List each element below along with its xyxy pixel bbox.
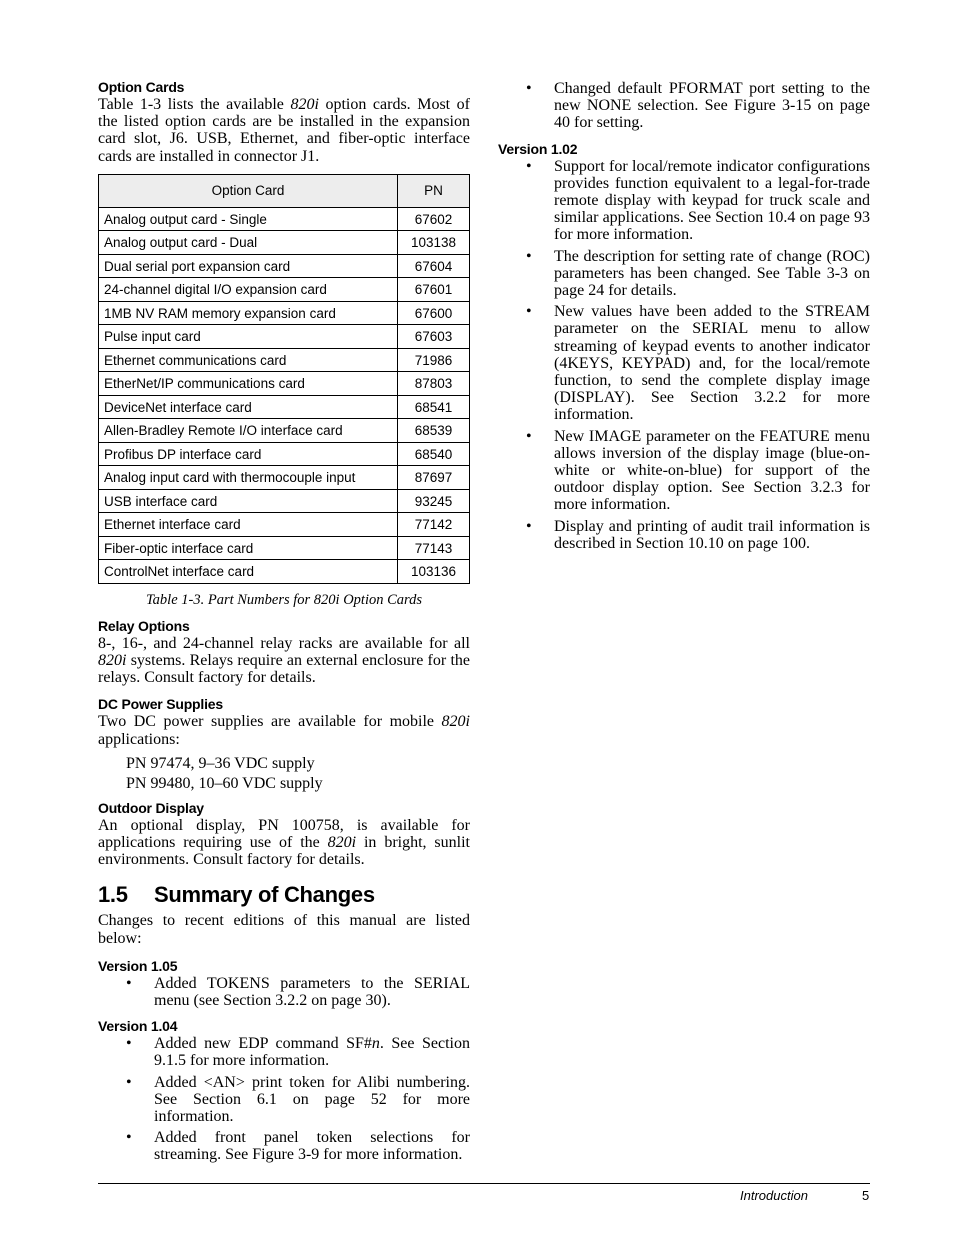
table-row xyxy=(99,536,470,560)
cell-card: Ethernet communications card xyxy=(99,348,398,372)
table-row xyxy=(99,278,470,302)
list-item: • Support for local/remote indicator configurations provides function equivalent to a legal-for-trade remote display with keypad for truck scale and similar applications. See Section 10.4 on page 93 for more information. xyxy=(526,157,870,244)
table-row xyxy=(99,466,470,490)
bullet-icon: • xyxy=(126,974,132,992)
summary-intro: Changes to recent editions of this manual are listed below: xyxy=(98,912,470,947)
table-caption: Table 1-3. Part Numbers for 820i Option Cards xyxy=(145,591,423,608)
table-row xyxy=(99,231,470,255)
cell-pn: 87803 xyxy=(398,372,470,396)
version-102-list xyxy=(498,158,870,552)
bullet-icon: • xyxy=(126,1035,132,1053)
cell-card: Analog input card with thermocouple input xyxy=(99,466,398,490)
cell-pn: 77143 xyxy=(398,536,470,560)
section-number: 1.5 xyxy=(98,882,128,908)
cell-card: Pulse input card xyxy=(99,325,398,349)
cell-card: USB interface card xyxy=(99,489,398,513)
list-item: • Display and printing of audit trail information is described in Section 10.10 on page 100. xyxy=(526,517,870,552)
cell-pn: 67602 xyxy=(398,207,470,231)
column-header-option-card: Option Card xyxy=(99,174,398,207)
version-104-heading: Version 1.04 xyxy=(98,1018,178,1035)
cell-card: Fiber-optic interface card xyxy=(99,536,398,560)
cell-pn: 68540 xyxy=(398,442,470,466)
bullet-icon: • xyxy=(526,157,532,175)
table-row xyxy=(99,301,470,325)
cell-card: Ethernet interface card xyxy=(99,513,398,537)
table-row xyxy=(99,325,470,349)
list-item: • Added new EDP command SF#n. See Section 9.1.5 for more information. xyxy=(126,1035,471,1070)
outdoor-display-heading: Outdoor Display xyxy=(98,799,204,816)
bullet-icon: • xyxy=(526,247,532,265)
table-row xyxy=(99,419,470,443)
list-item: • New IMAGE parameter on the FEATURE menu allows inversion of the display image (blue-on-white or white-on-blue) for support of the outdoor display option. See Section 3.2.3 for more information. xyxy=(526,427,870,514)
bullet-icon: • xyxy=(126,1073,132,1091)
outdoor-display-text: An optional display, PN 100758, is available for applications requiring use of the 820i in bright, sunlit environments. Consult factory for details. xyxy=(98,816,470,869)
relay-options-text: 8-, 16-, and 24-channel relay racks are available for all 820i systems. Relays require an external enclosure for the relays. Consult factory for details. xyxy=(98,634,470,687)
cell-card: Allen-Bradley Remote I/O interface card xyxy=(99,419,398,443)
list-item: • Added TOKENS parameters to the SERIAL menu (see Section 3.2.2 on page 30). xyxy=(126,974,470,1010)
dc-power-text: Two DC power supplies are available for mobile 820i applications: xyxy=(98,713,470,748)
bullet-icon: • xyxy=(526,517,532,535)
cell-pn: 77142 xyxy=(398,513,470,537)
relay-options-heading: Relay Options xyxy=(98,617,190,634)
cell-pn: 67601 xyxy=(398,278,470,302)
table-row xyxy=(99,348,470,372)
cell-pn: 103136 xyxy=(398,560,470,584)
cell-card: 1MB NV RAM memory expansion card xyxy=(99,301,398,325)
cell-card: EtherNet/IP communications card xyxy=(99,372,398,396)
dc-power-heading: DC Power Supplies xyxy=(98,696,223,713)
footer-divider xyxy=(98,1183,870,1184)
table-row xyxy=(99,489,470,513)
table-row xyxy=(99,207,470,231)
cell-pn: 87697 xyxy=(398,466,470,490)
table-row xyxy=(99,442,470,466)
list-item: • New values have been added to the STREAM parameter on the SERIAL menu to allow streaming of keypad events to another indicator (4KEYS, KEYPAD) and, for the local/remote function, to send the complete display image (DISPLAY). See Section 3.2.2 for more information. xyxy=(526,303,870,424)
left-column xyxy=(98,78,470,1168)
bullet-icon: • xyxy=(526,427,532,445)
list-item: • Changed default PFORMAT port setting to the new NONE selection. See Figure 3-15 on page 40 for setting. xyxy=(526,80,870,132)
bullet-icon: • xyxy=(526,80,532,97)
version-105-heading: Version 1.05 xyxy=(98,957,178,974)
cell-card: 24-channel digital I/O expansion card xyxy=(99,278,398,302)
table-header-row xyxy=(99,174,470,207)
section-heading xyxy=(98,882,470,908)
column-header-pn: PN xyxy=(398,174,470,207)
list-item: • The description for setting rate of change (ROC) parameters has been changed. See Table 3-3 on page 24 for details. xyxy=(526,247,870,300)
version-104-list xyxy=(98,1035,470,1163)
table-row xyxy=(99,372,470,396)
bullet-icon: • xyxy=(526,303,532,321)
table-row xyxy=(99,560,470,584)
option-cards-table xyxy=(98,174,470,584)
version-105-list xyxy=(98,975,470,1009)
version-104-list-continued xyxy=(498,80,870,132)
dc-supply-item: PN 97474, 9–36 VDC supply xyxy=(126,754,315,772)
version-102-heading: Version 1.02 xyxy=(498,140,578,157)
cell-card: Dual serial port expansion card xyxy=(99,254,398,278)
cell-pn: 71986 xyxy=(398,348,470,372)
cell-card: ControlNet interface card xyxy=(99,560,398,584)
table-row xyxy=(99,513,470,537)
right-column xyxy=(498,80,870,556)
bullet-icon: • xyxy=(126,1129,132,1147)
table-row xyxy=(99,254,470,278)
page-number: 5 xyxy=(862,1188,870,1203)
cell-card: Profibus DP interface card xyxy=(99,442,398,466)
option-cards-heading: Option Cards xyxy=(98,79,185,95)
dc-supply-item: PN 99480, 10–60 VDC supply xyxy=(126,774,323,792)
list-item: • Added <AN> print token for Alibi numbering. See Section 6.1 on page 52 for more information. xyxy=(126,1073,470,1126)
cell-pn: 68539 xyxy=(398,419,470,443)
cell-card: Analog output card - Single xyxy=(99,207,398,231)
cell-pn: 93245 xyxy=(398,489,470,513)
cell-pn: 67603 xyxy=(398,325,470,349)
option-cards-intro: Table 1-3 lists the available 820i option cards. Most of the listed option cards are be installed in the expansion card slot, J6. USB, Ethernet, and fiber-optic interface cards are installed in connector J1. xyxy=(98,96,470,165)
cell-pn: 67600 xyxy=(398,301,470,325)
list-item: • Added front panel token selections for streaming. See Figure 3-9 for more information. xyxy=(126,1129,470,1164)
cell-card: Analog output card - Dual xyxy=(99,231,398,255)
cell-card: DeviceNet interface card xyxy=(99,395,398,419)
footer-section-name: Introduction xyxy=(740,1188,808,1203)
cell-pn: 68541 xyxy=(398,395,470,419)
cell-pn: 67604 xyxy=(398,254,470,278)
cell-pn: 103138 xyxy=(398,231,470,255)
table-row xyxy=(99,395,470,419)
section-title: Summary of Changes xyxy=(154,882,375,908)
